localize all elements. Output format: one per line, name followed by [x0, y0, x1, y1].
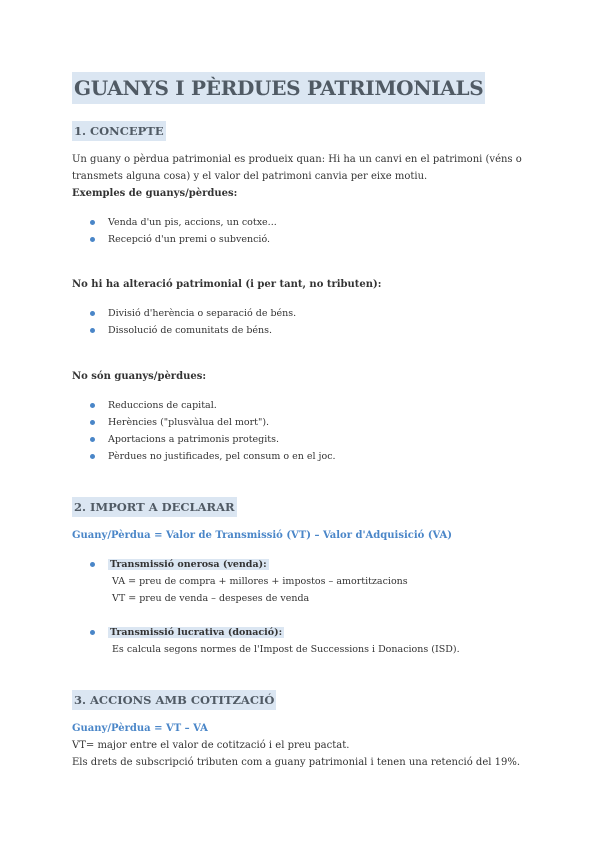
examples-label: Exemples de guanys/pèrdues: [72, 188, 238, 199]
onerous-line: VT = preu de venda – despeses de venda [112, 593, 310, 604]
bullet-icon [90, 420, 95, 425]
list-item: Pèrdues no justificades, pel consum o en el joc. [90, 448, 336, 465]
accions-line: Els drets de subscripció tributen com a guany patrimonial i tenen una retenció del 19%. [72, 757, 521, 768]
bullet-icon [90, 562, 95, 567]
bullet-icon [90, 220, 95, 225]
not-gains-list [90, 397, 336, 465]
examples-list [90, 214, 277, 248]
list-item: Aportacions a patrimonis protegits. [90, 431, 336, 448]
no-alteration-list [90, 305, 296, 339]
onerous-block [90, 556, 408, 607]
bullet-icon [90, 437, 95, 442]
bullet-icon [90, 630, 95, 635]
bullet-icon [90, 454, 95, 459]
lucrative-block [90, 624, 460, 658]
list-item: Recepció d'un premi o subvenció. [90, 231, 277, 248]
onerous-line: VA = preu de compra + millores + impostos – amortitzacions [112, 576, 408, 587]
section-heading-concepte: 1. CONCEPTE [72, 121, 166, 141]
bullet-icon [90, 311, 95, 316]
no-alteration-label: No hi ha alteració patrimonial (i per tant, no tributen): [72, 279, 382, 290]
list-item: Reduccions de capital. [90, 397, 336, 414]
page-title: GUANYS I PÈRDUES PATRIMONIALS [72, 72, 485, 104]
formula-import: Guany/Pèrdua = Valor de Transmissió (VT) – Valor d'Adquisició (VA) [72, 530, 453, 541]
not-gains-label: No són guanys/pèrdues: [72, 371, 207, 382]
section-heading-accions: 3. ACCIONS AMB COTITZACIÓ [72, 690, 276, 710]
formula-accions: Guany/Pèrdua = VT – VA [72, 723, 208, 734]
concept-paragraph: Un guany o pèrdua patrimonial es produeix quan: Hi ha un canvi en el patrimoni (véns o transmets alguna cosa) y el valor del patrimoni canvia per eixe motiu. [72, 154, 522, 182]
accions-line: VT= major entre el valor de cotització i el preu pactat. [72, 740, 350, 751]
list-item: Dissolució de comunitats de béns. [90, 322, 296, 339]
lucrative-line: Es calcula segons normes de l'Impost de Successions i Donacions (ISD). [112, 644, 460, 655]
bullet-icon [90, 237, 95, 242]
section-heading-import: 2. IMPORT A DECLARAR [72, 497, 237, 517]
list-item: Divisió d'herència o separació de béns. [90, 305, 296, 322]
bullet-icon [90, 328, 95, 333]
list-item: Herències ("plusvàlua del mort"). [90, 414, 336, 431]
list-item: Venda d'un pis, accions, un cotxe... [90, 214, 277, 231]
onerous-label: Transmissió onerosa (venda): [110, 559, 267, 570]
bullet-icon [90, 403, 95, 408]
lucrative-label: Transmissió lucrativa (donació): [110, 627, 283, 638]
